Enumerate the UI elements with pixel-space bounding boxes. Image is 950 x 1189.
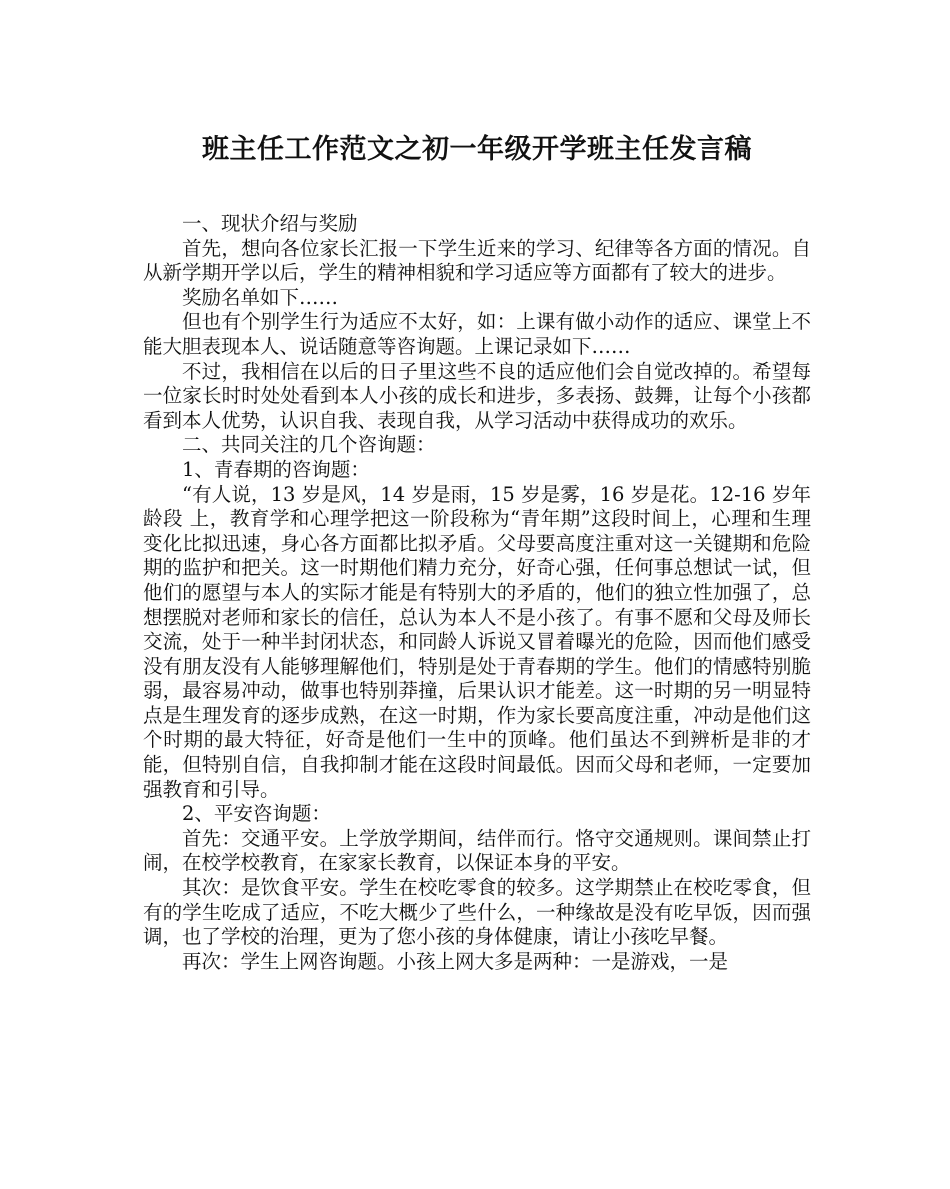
paragraph: 首先，想向各位家长汇报一下学生近来的学习、纪律等各方面的情况。自从新学期开学以后，学生的精神相貌和学习适应等方面都有了较大的进步。 bbox=[143, 236, 811, 285]
paragraph: 不过，我相信在以后的日子里这些不良的适应他们会自觉改掉的。希望每一位家长时时处处看到本人小孩的成长和进步，多表扬、鼓舞，让每个小孩都看到本人优势，认识自我、表现自我，从学习活动中获得成功的欢乐。 bbox=[143, 359, 811, 432]
paragraph: 再次：学生上网咨询题。小孩上网大多是两种：一是游戏，一是 bbox=[182, 949, 729, 973]
document-page bbox=[143, 128, 811, 974]
section-heading-status: 一、现状介绍与奖励 bbox=[182, 212, 358, 235]
paragraph: 但也有个别学生行为适应不太好，如：上课有做小动作的适应、课堂上不能大胆表现本人、说话随意等咨询题。上课记录如下…… bbox=[143, 310, 811, 358]
paragraph: 其次：是饮食平安。学生在校吃零食的较多。这学期禁止在校吃零食，但有的学生吃成了适应，不吃大概少了些什么，一种缘故是没有吃早饭，因而强调，也了学校的治理，更为了您小孩的身体健康，请让小孩吃早餐。 bbox=[143, 876, 811, 949]
section-heading-concerns: 二、共同关注的几个咨询题： bbox=[182, 433, 436, 457]
document-title: 班主任工作范文之初一年级开学班主任发言稿 bbox=[202, 134, 752, 165]
subheading-adolescence: 1、青春期的咨询题： bbox=[182, 457, 370, 481]
paragraph: “有人说，13 岁是风，14 岁是雨，15 岁是雾，16 岁是花。12-16 岁年龄段 上，教育学和心理学把这一阶段称为“青年期”这段时间上，心理和生理变化比拟迅速，身心各方面都比拟矛盾。父母要高度注重对这一关键期和危险期的监护和把关。这一时期他们精力充分，好奇心强，任何事总想试一试，但他们的愿望与本人的实际才能是有特别大的矛盾的，他们的独立性加强了，总想摆脱对老师和家长的信任，总认为本人不是小孩了。有事不愿和父母及师长交流，处于一种半封闭状态，和同龄人诉说又冒着曝光的危险，因而他们感受没有朋友没有人能够理解他们，特别是处于青春期的学生。他们的情感特别脆弱，最容易冲动，做事也特别莽撞，后果认识才能差。这一时期的另一明显特点是生理发育的逐步成熟，在这一时期，作为家长要高度注重，冲动是他们这个时期的最大特征，好奇是他们一生中的顶峰。他们虽达不到辨析是非的才能，但特别自信，自我抑制才能在这段时间最低。因而父母和老师，一定要加强教育和引导。 bbox=[143, 482, 811, 801]
subheading-safety: 2、平安咨询题： bbox=[182, 802, 331, 826]
document-body bbox=[143, 212, 811, 974]
paragraph: 奖励名单如下…… bbox=[182, 285, 339, 309]
paragraph: 首先：交通平安。上学放学期间，结伴而行。恪守交通规则。课间禁止打闹，在校学校教育，在家家长教育，以保证本身的平安。 bbox=[143, 826, 811, 875]
